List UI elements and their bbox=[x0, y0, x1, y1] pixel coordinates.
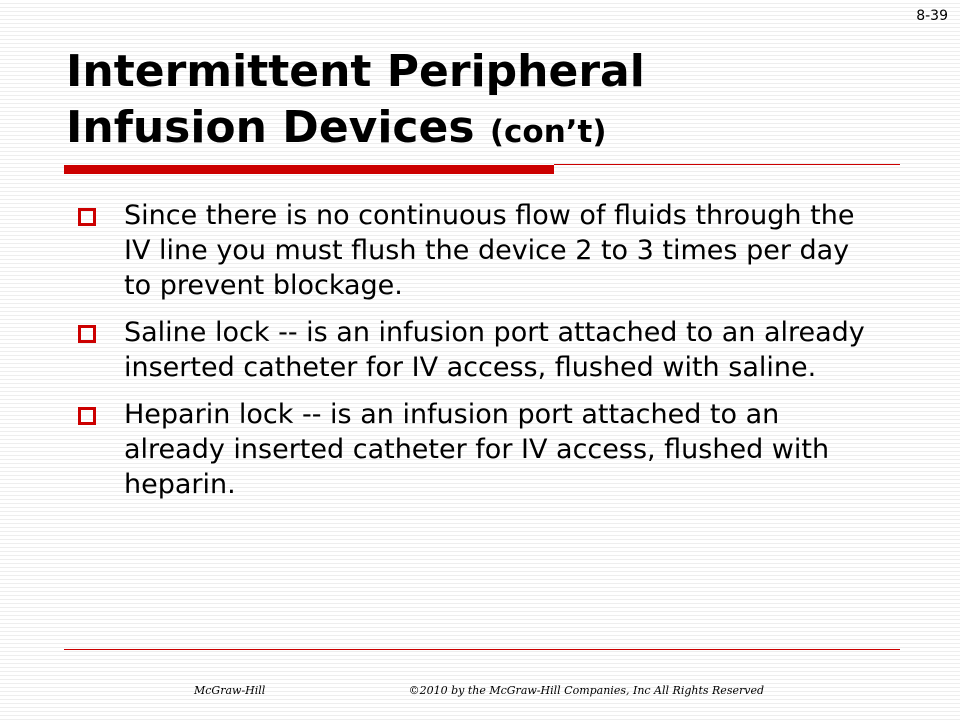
page-number: 8-39 bbox=[916, 8, 948, 24]
title-underline-thin bbox=[554, 164, 900, 165]
title-line-1: Intermittent Peripheral bbox=[66, 46, 645, 97]
footer-copyright: ©2010 by the McGraw-Hill Companies, Inc All Rights Reserved bbox=[408, 684, 764, 697]
square-bullet-icon bbox=[78, 407, 96, 425]
square-bullet-icon bbox=[78, 208, 96, 226]
bullet-item bbox=[78, 397, 878, 502]
footer-divider bbox=[64, 649, 900, 650]
square-bullet-icon bbox=[78, 325, 96, 343]
slide-title bbox=[66, 44, 886, 160]
title-underline-thick bbox=[64, 165, 554, 174]
bullet-text: Since there is no continuous flow of fluids through the IV line you must flush the device 2 to 3 times per day to prevent blockage. bbox=[124, 200, 855, 301]
bullet-item bbox=[78, 315, 878, 385]
bullet-text: Heparin lock -- is an infusion port attached to an already inserted catheter for IV access, flushed with heparin. bbox=[124, 399, 830, 500]
title-suffix: (con’t) bbox=[489, 114, 607, 150]
bullet-text: Saline lock -- is an infusion port attached to an already inserted catheter for IV access, flushed with saline. bbox=[124, 317, 865, 383]
title-line-2: Infusion Devices bbox=[66, 102, 475, 153]
bullet-item bbox=[78, 198, 878, 303]
footer-publisher: McGraw-Hill bbox=[194, 684, 266, 697]
bullet-list bbox=[78, 198, 878, 514]
